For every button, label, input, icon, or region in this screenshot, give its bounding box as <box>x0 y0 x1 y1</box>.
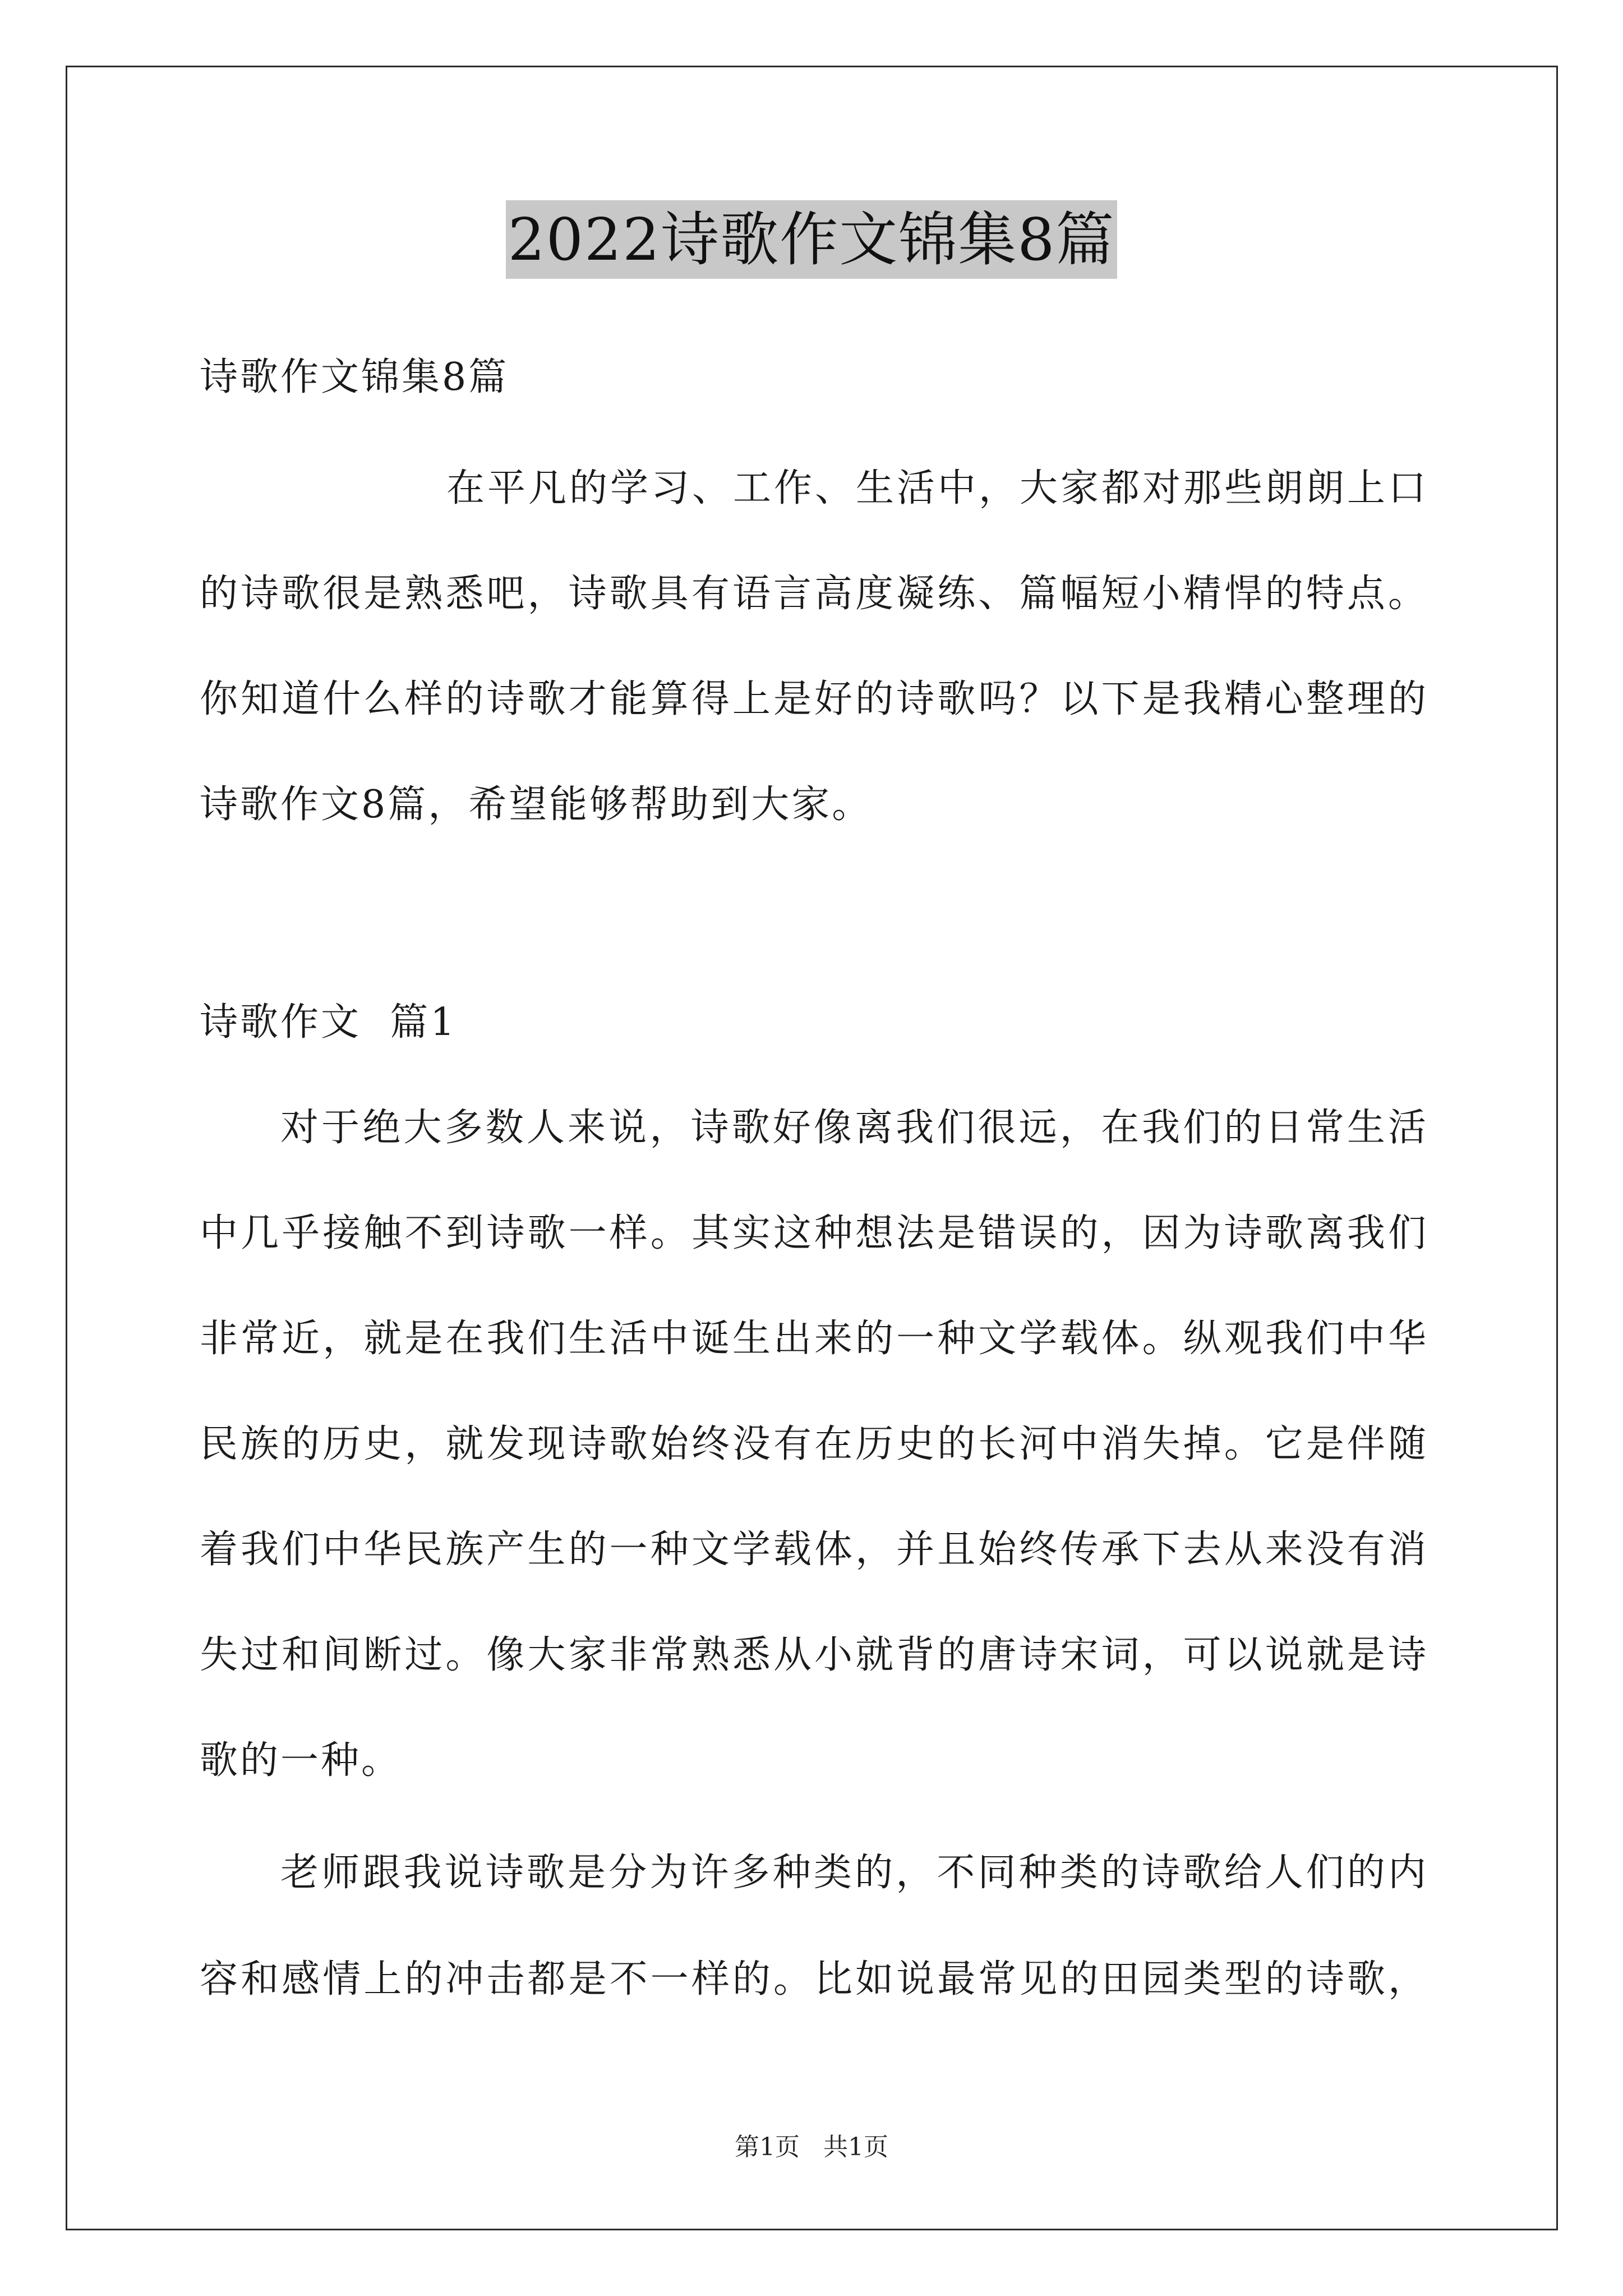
paragraph-line: 歌的一种。 <box>200 1738 402 1783</box>
paragraph-line: 民族的历史，就发现诗歌始终没有在历史的长河中消失掉。它是伴随 <box>200 1422 1426 1466</box>
intro-line: 的诗歌很是熟悉吧，诗歌具有语言高度凝练、篇幅短小精悍的特点。 <box>200 572 1426 616</box>
paragraph-line: 对于绝大多数人来说，诗歌好像离我们很远，在我们的日常生活 <box>280 1106 1426 1150</box>
paragraph-line: 着我们中华民族产生的一种文学载体，并且始终传承下去从来没有消 <box>200 1527 1426 1572</box>
intro-line: 在平凡的学习、工作、生活中，大家都对那些朗朗上口 <box>446 466 1426 510</box>
paragraph-line: 非常近，就是在我们生活中诞生出来的一种文学载体。纵观我们中华 <box>200 1317 1426 1361</box>
intro-line: 诗歌作文8篇，希望能够帮助到大家。 <box>200 783 873 827</box>
document-title: 2022诗歌作文锦集8篇 <box>506 200 1118 279</box>
paragraph-line: 失过和间断过。像大家非常熟悉从小就背的唐诗宋词，可以说就是诗 <box>200 1633 1426 1677</box>
paragraph-line: 容和感情上的冲击都是不一样的。比如说最常见的田园类型的诗歌， <box>200 1957 1426 2001</box>
paragraph-line: 中几乎接触不到诗歌一样。其实这种想法是错误的，因为诗歌离我们 <box>200 1211 1426 1255</box>
title-container <box>0 200 1623 279</box>
page-number-footer: 第1页 共1页 <box>735 2133 888 2161</box>
intro-line: 你知道什么样的诗歌才能算得上是好的诗歌吗？以下是我精心整理的 <box>200 677 1426 721</box>
section-heading: 诗歌作文 篇1 <box>200 1000 457 1045</box>
paragraph-line: 老师跟我说诗歌是分为许多种类的，不同种类的诗歌给人们的内 <box>280 1851 1426 1895</box>
document-subtitle: 诗歌作文锦集8篇 <box>200 355 509 399</box>
